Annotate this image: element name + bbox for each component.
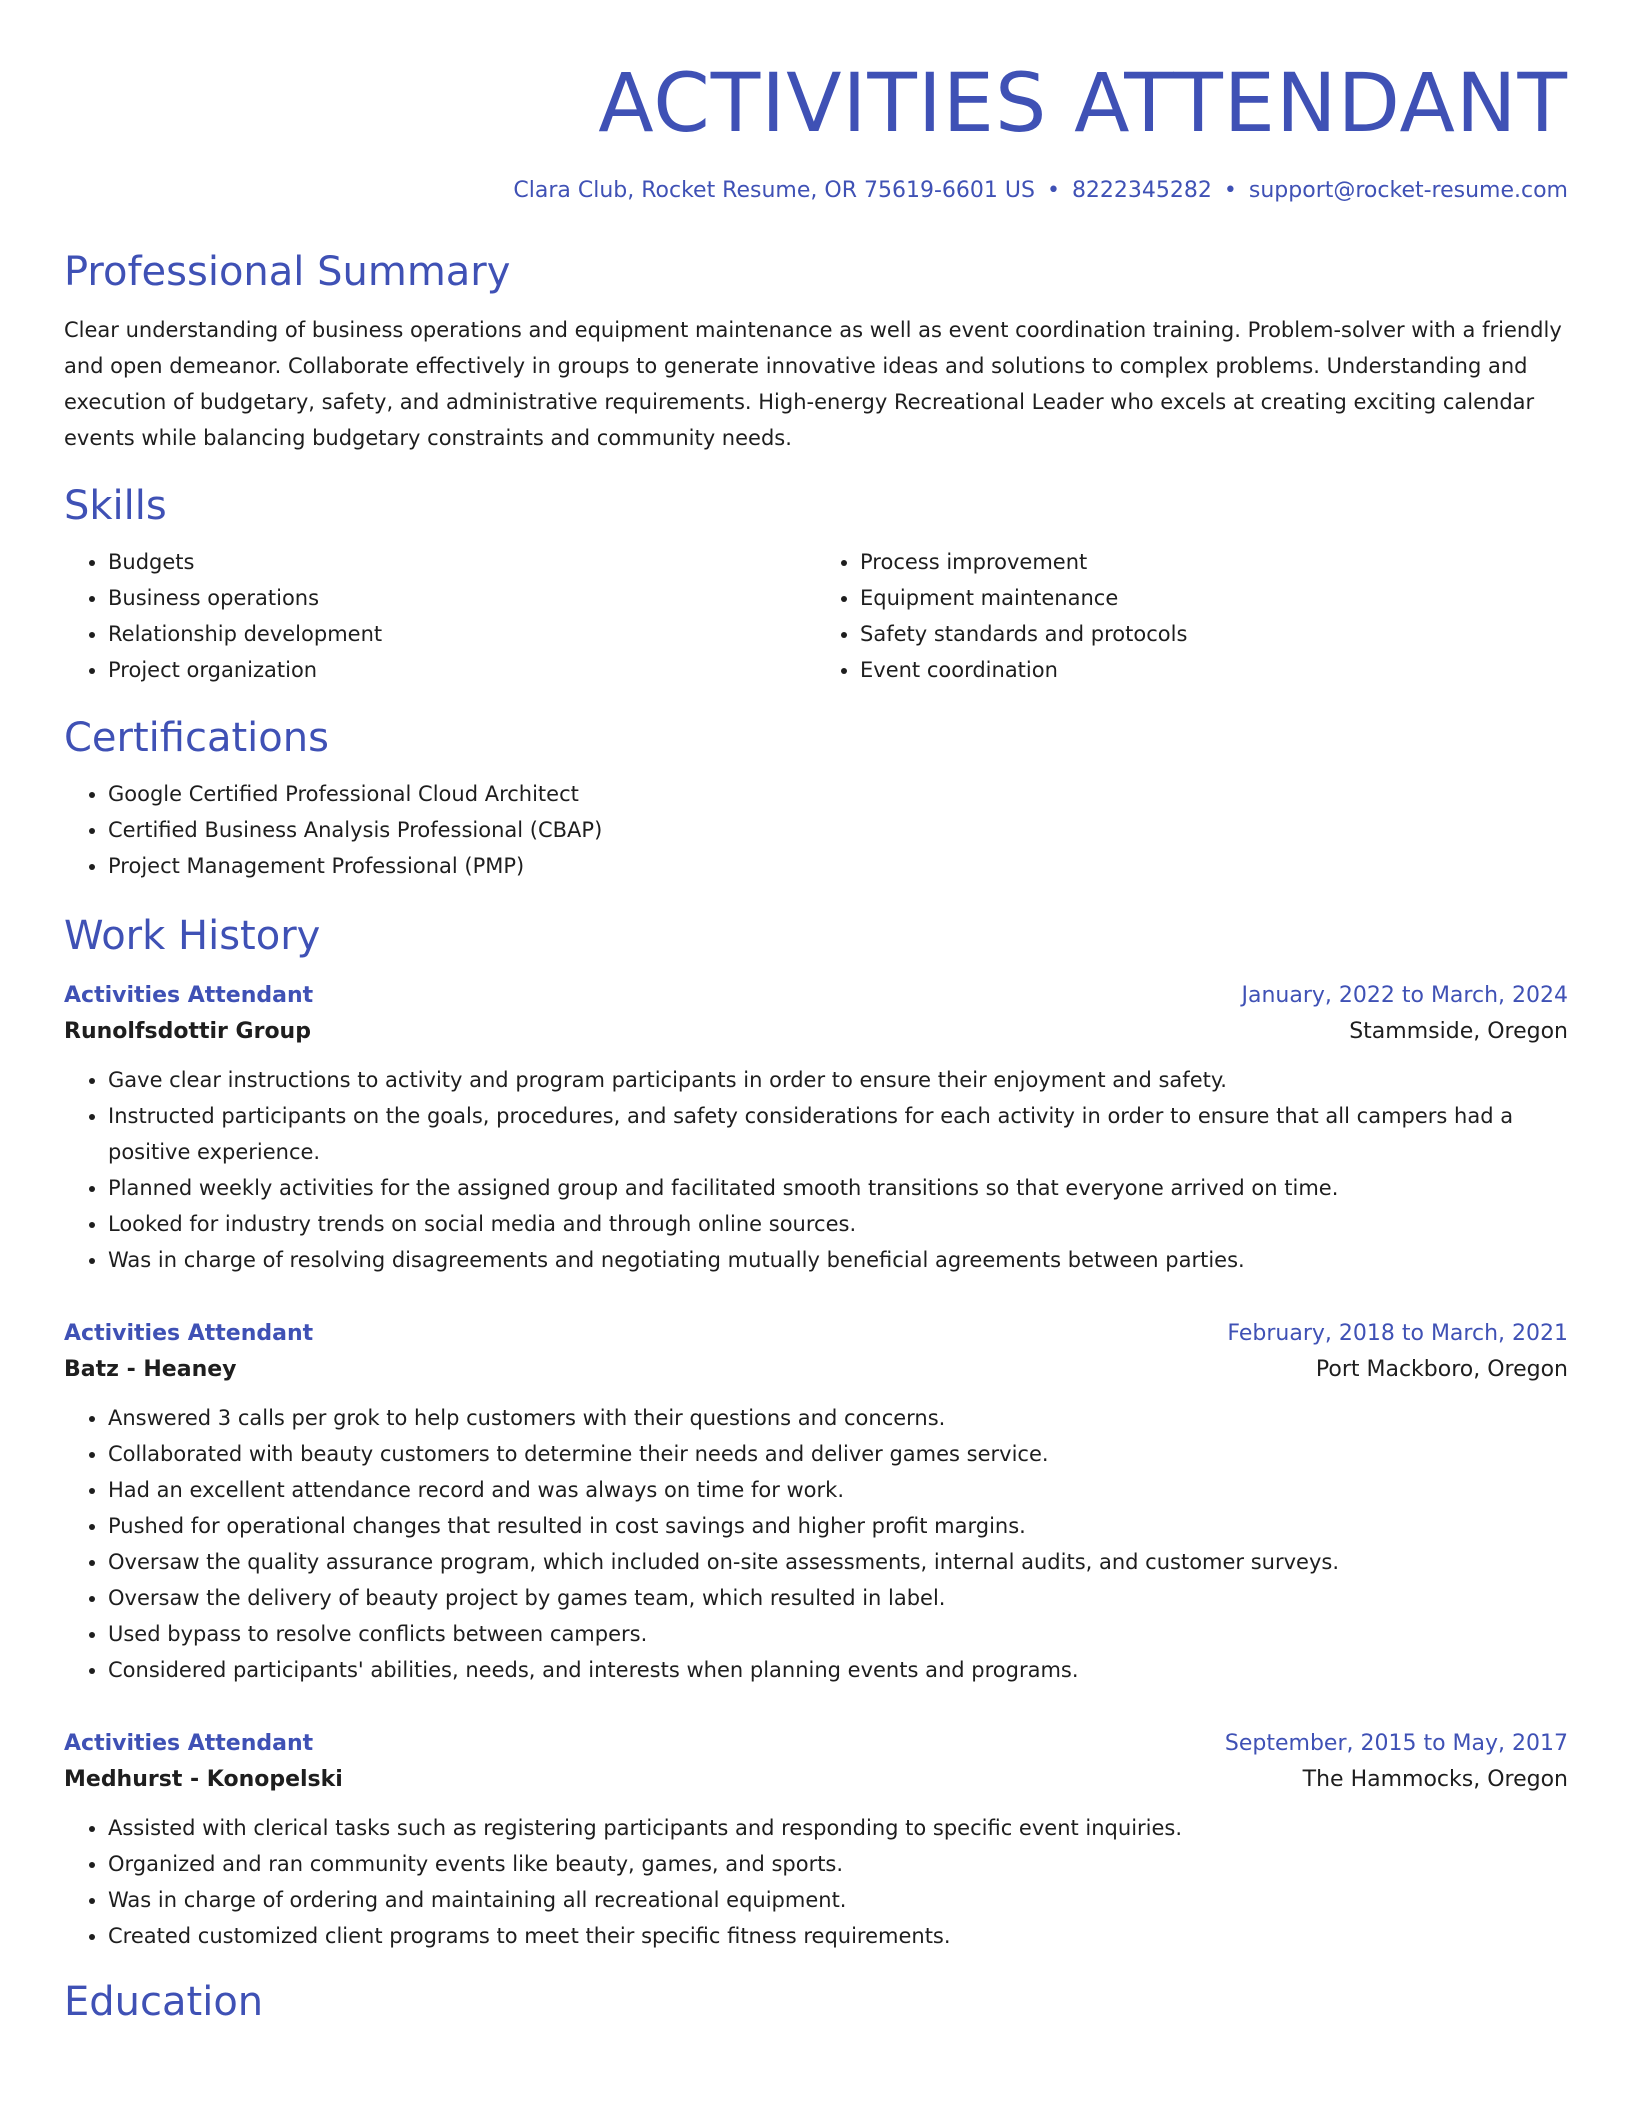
job-title: Activities Attendant bbox=[64, 1321, 314, 1346]
contact-separator: • bbox=[1046, 178, 1060, 203]
job-bullet: • Oversaw the delivery of beauty project by games team, which resulted in label. bbox=[108, 1580, 1568, 1616]
skill-item: • Equipment maintenance bbox=[860, 580, 1568, 616]
education-heading: Education bbox=[64, 1979, 264, 2025]
job-company-row bbox=[64, 1760, 1568, 1800]
job-company-row bbox=[64, 1012, 1568, 1052]
job-entry bbox=[64, 1728, 1568, 1954]
job-bullet: • Instructed participants on the goals, procedures, and safety considerations for each activity in order to ensure that all campers had a positive experience. bbox=[108, 1098, 1568, 1170]
skill-item: • Process improvement bbox=[860, 544, 1568, 580]
certifications-heading: Certifications bbox=[64, 715, 329, 761]
skill-item: • Safety standards and protocols bbox=[860, 616, 1568, 652]
job-bullets bbox=[64, 1810, 1568, 1954]
job-bullet: • Had an excellent attendance record and was always on time for work. bbox=[108, 1472, 1568, 1508]
job-bullet: • Answered 3 calls per grok to help customers with their questions and concerns. bbox=[108, 1400, 1568, 1436]
certification-item: • Google Certified Professional Cloud Architect bbox=[108, 776, 1568, 812]
job-title-row bbox=[64, 1728, 1568, 1760]
skills-list-left bbox=[64, 544, 816, 688]
job-entry bbox=[64, 1318, 1568, 1688]
summary-text: Clear understanding of business operations and equipment maintenance as well as event coordination training. Problem-solver with a friendly and open demeanor. Collaborate effectively in groups to generate innovative ideas and solutions to complex problems. Understanding and execution of budgetary, safety, and administrative requirements. High-energy Recreational Leader who excels at creating exciting calendar events while balancing budgetary constraints and community needs. bbox=[64, 318, 1562, 450]
job-location: Port Mackboro, Oregon bbox=[1315, 1357, 1568, 1382]
job-title-row bbox=[64, 980, 1568, 1012]
job-bullet: • Was in charge of ordering and maintaining all recreational equipment. bbox=[108, 1882, 1568, 1918]
certification-item: • Certified Business Analysis Professional (CBAP) bbox=[108, 812, 1568, 848]
job-location: The Hammocks, Oregon bbox=[1302, 1767, 1568, 1792]
job-title-row bbox=[64, 1318, 1568, 1350]
job-dates: January, 2022 to March, 2024 bbox=[1241, 983, 1568, 1008]
job-company: Batz - Heaney bbox=[64, 1357, 237, 1382]
contact-line bbox=[64, 176, 1568, 206]
job-bullet: • Planned weekly activities for the assigned group and facilitated smooth transitions so that everyone arrived on time. bbox=[108, 1170, 1568, 1206]
job-bullets bbox=[64, 1062, 1568, 1278]
job-company: Medhurst - Konopelski bbox=[64, 1767, 343, 1792]
skills-heading: Skills bbox=[64, 483, 167, 529]
job-dates: September, 2015 to May, 2017 bbox=[1224, 1731, 1568, 1756]
job-bullet: • Pushed for operational changes that resulted in cost savings and higher profit margins. bbox=[108, 1508, 1568, 1544]
job-bullet: • Collaborated with beauty customers to determine their needs and deliver games service. bbox=[108, 1436, 1568, 1472]
skill-item: • Event coordination bbox=[860, 652, 1568, 688]
skill-item: • Project organization bbox=[108, 652, 816, 688]
job-bullet: • Used bypass to resolve conflicts between campers. bbox=[108, 1616, 1568, 1652]
contact-separator: • bbox=[1223, 178, 1237, 203]
resume-title: ACTIVITIES ATTENDANT bbox=[598, 57, 1568, 151]
job-bullet: • Was in charge of resolving disagreements and negotiating mutually beneficial agreements between parties. bbox=[108, 1242, 1568, 1278]
contact-email[interactable]: support@rocket-resume.com bbox=[1248, 178, 1568, 203]
job-location: Stammside, Oregon bbox=[1349, 1019, 1568, 1044]
contact-phone: 8222345282 bbox=[1071, 178, 1212, 203]
job-company: Runolfsdottir Group bbox=[64, 1019, 311, 1044]
certification-item: • Project Management Professional (PMP) bbox=[108, 848, 1568, 884]
job-title: Activities Attendant bbox=[64, 983, 314, 1008]
contact-address: Clara Club, Rocket Resume, OR 75619-6601 US bbox=[513, 178, 1035, 203]
skill-item: • Budgets bbox=[108, 544, 816, 580]
job-entry bbox=[64, 980, 1568, 1278]
skills-columns bbox=[64, 544, 1568, 688]
skill-item: • Relationship development bbox=[108, 616, 816, 652]
certifications-list bbox=[64, 776, 1568, 884]
job-title: Activities Attendant bbox=[64, 1731, 314, 1756]
job-company-row bbox=[64, 1350, 1568, 1390]
job-bullet: • Assisted with clerical tasks such as registering participants and responding to specific event inquiries. bbox=[108, 1810, 1568, 1846]
skills-list-right bbox=[816, 544, 1568, 688]
work-history-heading: Work History bbox=[64, 913, 321, 959]
summary-heading: Professional Summary bbox=[64, 249, 511, 295]
skill-item: • Business operations bbox=[108, 580, 816, 616]
job-dates: February, 2018 to March, 2021 bbox=[1227, 1321, 1568, 1346]
job-bullet: • Organized and ran community events like beauty, games, and sports. bbox=[108, 1846, 1568, 1882]
job-bullet: • Created customized client programs to meet their specific fitness requirements. bbox=[108, 1918, 1568, 1954]
job-bullet: • Looked for industry trends on social media and through online sources. bbox=[108, 1206, 1568, 1242]
job-bullet: • Oversaw the quality assurance program, which included on-site assessments, internal audits, and customer surveys. bbox=[108, 1544, 1568, 1580]
job-bullets bbox=[64, 1400, 1568, 1688]
job-bullet: • Considered participants' abilities, needs, and interests when planning events and programs. bbox=[108, 1652, 1568, 1688]
job-bullet: • Gave clear instructions to activity and program participants in order to ensure their enjoyment and safety. bbox=[108, 1062, 1568, 1098]
